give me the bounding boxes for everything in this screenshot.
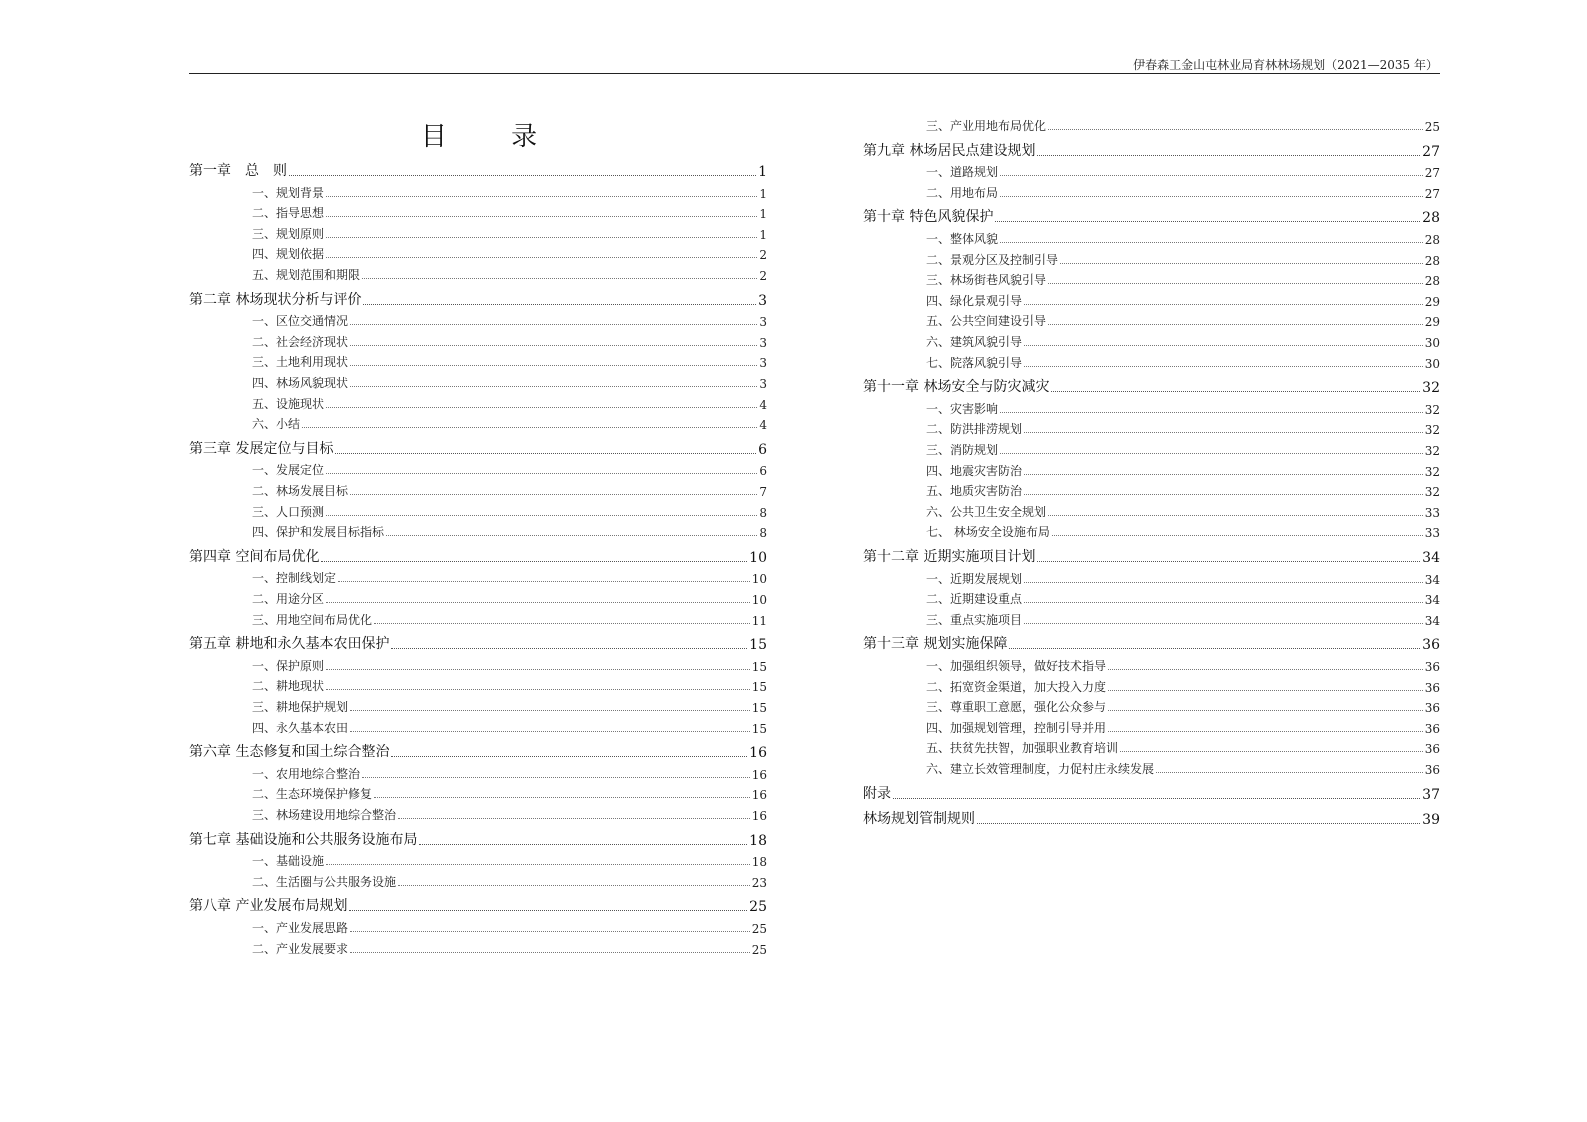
toc-page-number: 18	[751, 855, 767, 870]
toc-entry-label: 第六章 生态修复和国土综合整治	[189, 744, 390, 761]
toc-section-entry[interactable]	[189, 714, 767, 736]
toc-chapter-entry[interactable]	[189, 436, 767, 458]
toc-entry-label: 三、用地空间布局优化	[252, 612, 373, 627]
dot-leader	[1037, 561, 1420, 562]
dot-leader	[893, 798, 1420, 799]
toc-page-number: 28	[1424, 233, 1440, 247]
dot-leader	[1000, 453, 1423, 454]
dot-leader	[350, 710, 750, 711]
dot-leader	[1024, 582, 1423, 583]
dot-leader	[374, 623, 750, 624]
toc-page-number: 32	[1424, 402, 1440, 417]
toc-page-number: 10	[751, 572, 767, 587]
dot-leader	[338, 581, 750, 582]
dot-leader	[1052, 535, 1423, 536]
toc-section-entry[interactable]	[189, 760, 767, 782]
toc-section-entry[interactable]	[189, 914, 767, 936]
dot-leader	[302, 427, 757, 428]
toc-section-entry[interactable]	[863, 498, 1440, 520]
toc-entry-label: 第四章 空间布局优化	[189, 548, 320, 565]
toc-section-entry[interactable]	[863, 436, 1440, 458]
toc-entry-label: 二、生活圈与公共服务设施	[252, 874, 397, 889]
toc-entry-label: 三、耕地保护规划	[252, 700, 349, 714]
toc-entry-label: 第三章 发展定位与目标	[189, 440, 334, 457]
toc-page-number: 36	[1424, 660, 1440, 674]
toc-entry-label: 林场规划管制规则	[863, 811, 975, 828]
toc-section-entry[interactable]	[863, 395, 1440, 417]
toc-section-entry[interactable]	[863, 734, 1440, 756]
toc-entry-label: 二、拓宽资金渠道，加大投入力度	[926, 679, 1107, 694]
toc-entry-label: 二、防洪排涝规划	[926, 422, 1023, 437]
toc-page-number: 30	[1424, 336, 1440, 350]
toc-entry-label: 一、控制线划定	[252, 571, 337, 586]
toc-entry-label: 第一章 总 则	[189, 163, 287, 179]
dot-leader	[386, 535, 757, 536]
toc-entry-label: 一、加强组织领导，做好技术指导	[926, 659, 1107, 673]
toc-section-entry[interactable]	[863, 349, 1440, 371]
dot-leader	[350, 952, 750, 953]
dot-leader	[326, 602, 750, 603]
toc-section-entry[interactable]	[189, 220, 767, 242]
toc-page-number: 1	[758, 164, 767, 180]
toc-page-number: 15	[749, 637, 767, 654]
toc-page-number: 15	[751, 721, 767, 736]
dot-leader	[1108, 669, 1423, 670]
toc-page-number: 27	[1424, 166, 1440, 181]
toc-page-number: 6	[758, 441, 767, 458]
toc-entry-label: 三、消防规划	[926, 443, 999, 457]
toc-page-number: 32	[1424, 423, 1440, 438]
toc-page-number: 36	[1422, 637, 1440, 654]
toc-page-number: 3	[759, 315, 767, 330]
toc-entry-label: 四、林场风貌现状	[252, 376, 349, 390]
dot-leader	[362, 278, 757, 279]
toc-page-number: 25	[751, 942, 767, 957]
toc-section-entry[interactable]	[189, 456, 767, 478]
toc-entry-label: 一、区位交通情况	[252, 314, 349, 329]
toc-page-number: 3	[759, 356, 767, 371]
toc-section-entry[interactable]	[189, 498, 767, 520]
dot-leader	[1024, 494, 1423, 495]
dot-leader	[362, 777, 750, 778]
toc-page-number: 8	[759, 505, 767, 520]
toc-page-number: 32	[1424, 485, 1440, 500]
dot-leader	[391, 756, 747, 757]
toc-page-number: 30	[1424, 356, 1440, 371]
toc-chapter-entry[interactable]	[863, 138, 1440, 160]
toc-section-entry[interactable]	[189, 261, 767, 283]
toc-page-number: 39	[1422, 812, 1440, 829]
toc-chapter-entry[interactable]	[189, 739, 767, 761]
toc-page-number: 4	[759, 418, 767, 433]
toc-entry-label: 第二章 林场现状分析与评价	[189, 291, 362, 308]
toc-section-entry[interactable]	[189, 348, 767, 370]
toc-page-number: 18	[749, 832, 767, 849]
toc-page-number: 10	[751, 593, 767, 607]
dot-leader	[326, 669, 750, 670]
toc-entry-label: 六、小结	[252, 417, 301, 432]
toc-entry-label: 一、发展定位	[252, 463, 325, 478]
toc-entry-label: 第十章 特色风貌保护	[863, 209, 994, 226]
dot-leader	[326, 407, 757, 408]
toc-entry-label: 第九章 林场居民点建设规划	[863, 142, 1036, 159]
toc-section-entry[interactable]	[189, 564, 767, 586]
toc-chapter-entry[interactable]	[189, 158, 767, 180]
dot-leader	[289, 175, 756, 176]
toc-entry-label: 五、公共空间建设引导	[926, 314, 1047, 329]
dot-leader	[350, 494, 757, 495]
toc-entry-label: 二、生态环境保护修复	[252, 787, 373, 802]
toc-entry-label: 附录	[863, 785, 891, 802]
toc-page-number: 36	[1424, 742, 1440, 757]
toc-page-number: 28	[1424, 253, 1440, 268]
toc-page-number: 11	[751, 613, 767, 628]
toc-section-entry[interactable]	[863, 652, 1440, 674]
toc-section-entry[interactable]	[863, 225, 1440, 247]
dot-leader	[326, 257, 757, 258]
toc-entry-label: 四、永久基本农田	[252, 720, 349, 735]
toc-entry-label: 一、农用地综合整治	[252, 766, 361, 781]
toc-page-number: 33	[1424, 526, 1440, 541]
toc-page-number: 2	[759, 248, 767, 263]
toc-entry-label: 三、林场街巷风貌引导	[926, 273, 1047, 288]
toc-entry-label: 三、尊重职工意愿，强化公众参与	[926, 700, 1107, 715]
dot-leader	[350, 324, 757, 325]
toc-section-entry[interactable]	[189, 606, 767, 628]
toc-page-number: 23	[751, 875, 767, 890]
toc-chapter-entry[interactable]	[863, 631, 1440, 653]
toc-entry-label: 三、林场建设用地综合整治	[252, 808, 397, 822]
toc-section-entry[interactable]	[863, 714, 1440, 736]
toc-entry-label: 二、指导思想	[252, 206, 325, 221]
toc-page-number: 27	[1422, 143, 1440, 160]
toc-section-entry[interactable]	[863, 755, 1440, 777]
toc-page-number: 15	[751, 680, 767, 695]
dot-leader	[1024, 432, 1423, 433]
toc-page-number: 3	[758, 292, 767, 309]
toc-section-entry[interactable]	[863, 158, 1440, 180]
toc-section-entry[interactable]	[189, 868, 767, 890]
dot-leader	[977, 823, 1420, 824]
toc-entry-label: 二、耕地现状	[252, 679, 325, 694]
toc-chapter-entry[interactable]	[189, 893, 767, 915]
toc-chapter-entry[interactable]	[863, 374, 1440, 396]
toc-page-number: 28	[1424, 274, 1440, 289]
toc-section-entry[interactable]	[863, 585, 1440, 607]
toc-entry-label: 六、公共卫生安全规划	[926, 504, 1047, 519]
toc-entry-label: 五、扶贫先扶智，加强职业教育培训	[926, 741, 1119, 756]
toc-entry-label: 三、土地利用现状	[252, 355, 349, 370]
dot-leader	[1000, 412, 1423, 413]
toc-entry-label: 一、整体风貌	[926, 232, 999, 246]
toc-chapter-entry[interactable]	[863, 781, 1440, 803]
toc-page-number: 34	[1424, 613, 1440, 628]
dot-leader	[1000, 196, 1423, 197]
toc-section-entry[interactable]	[863, 246, 1440, 268]
dot-leader	[326, 515, 757, 516]
toc-entry-label: 二、近期建设重点	[926, 592, 1023, 607]
toc-page-number: 4	[759, 397, 767, 412]
toc-section-entry[interactable]	[863, 673, 1440, 695]
dot-leader	[391, 648, 747, 649]
toc-entry-label: 三、人口预测	[252, 504, 325, 519]
toc-chapter-entry[interactable]	[863, 544, 1440, 566]
dot-leader	[1000, 242, 1423, 243]
toc-page-number: 36	[1424, 721, 1440, 736]
toc-page-number: 6	[759, 464, 767, 479]
toc-page-number: 1	[759, 207, 767, 222]
toc-chapter-entry[interactable]	[189, 544, 767, 566]
toc-entry-label: 四、加强规划管理，控制引导并用	[926, 720, 1107, 735]
toc-section-entry[interactable]	[189, 935, 767, 957]
toc-page-number: 34	[1422, 550, 1440, 566]
toc-entry-label: 七、 林场安全设施布局	[926, 525, 1050, 540]
toc-section-entry[interactable]	[863, 457, 1440, 479]
dot-leader	[326, 196, 757, 197]
toc-entry-label: 第十一章 林场安全与防灾减灾	[863, 379, 1050, 396]
toc-page-number: 16	[751, 788, 767, 803]
toc-section-entry[interactable]	[189, 199, 767, 221]
toc-chapter-entry[interactable]	[189, 631, 767, 653]
toc-section-entry[interactable]	[189, 477, 767, 499]
dot-leader	[1024, 366, 1423, 367]
toc-page-number: 32	[1424, 444, 1440, 458]
toc-entry-label: 一、规划背景	[252, 185, 325, 200]
dot-leader	[398, 885, 750, 886]
dot-leader	[1048, 283, 1423, 284]
toc-page-number: 29	[1424, 294, 1440, 309]
toc-entry-label: 五、规划范围和期限	[252, 268, 361, 282]
toc-entry-label: 六、建立长效管理制度，力促村庄永续发展	[926, 762, 1155, 776]
toc-chapter-entry[interactable]	[189, 287, 767, 309]
toc-page-number: 3	[759, 335, 767, 350]
toc-page-number: 29	[1424, 315, 1440, 330]
toc-entry-label: 二、林场发展目标	[252, 484, 349, 498]
toc-section-entry[interactable]	[189, 652, 767, 674]
dot-leader	[1024, 345, 1423, 346]
toc-page-number: 28	[1422, 210, 1440, 227]
dot-leader	[350, 931, 750, 932]
dot-leader	[419, 844, 747, 845]
toc-entry-label: 四、地震灾害防治	[926, 463, 1023, 478]
toc-page-number: 36	[1424, 701, 1440, 716]
dot-leader	[326, 237, 757, 238]
header-divider	[189, 73, 1440, 74]
toc-page-number: 7	[759, 485, 767, 499]
dot-leader	[1108, 731, 1423, 732]
dot-leader	[1108, 690, 1423, 691]
toc-chapter-entry[interactable]	[863, 204, 1440, 226]
dot-leader	[398, 818, 750, 819]
dot-leader	[1024, 474, 1423, 475]
toc-entry-label: 四、绿化景观引导	[926, 293, 1023, 308]
toc-section-entry[interactable]	[189, 410, 767, 432]
dot-leader	[349, 910, 747, 911]
dot-leader	[321, 561, 747, 562]
toc-entry-label: 第七章 基础设施和公共服务设施布局	[189, 831, 418, 848]
dot-leader	[995, 221, 1420, 222]
toc-page-number: 37	[1422, 786, 1440, 803]
toc-section-entry[interactable]	[863, 477, 1440, 499]
dot-leader	[1051, 391, 1420, 392]
toc-page-number: 16	[749, 745, 767, 762]
toc-entry-label: 二、用地布局	[926, 185, 999, 200]
toc-page-number: 3	[759, 377, 767, 391]
dot-leader	[350, 386, 757, 387]
dot-leader	[1048, 129, 1423, 130]
dot-leader	[1024, 602, 1423, 603]
toc-entry-label: 一、保护原则	[252, 658, 325, 673]
toc-section-entry[interactable]	[189, 518, 767, 540]
dot-leader	[1048, 515, 1423, 516]
toc-page-number: 8	[759, 526, 767, 541]
dot-leader	[350, 731, 750, 732]
toc-entry-label: 七、院落风貌引导	[926, 355, 1023, 370]
toc-entry-label: 五、设施现状	[252, 396, 325, 411]
dot-leader	[1009, 648, 1420, 649]
toc-section-entry[interactable]	[189, 847, 767, 869]
toc-entry-label: 二、景观分区及控制引导	[926, 252, 1059, 267]
dot-leader	[1024, 623, 1423, 624]
toc-page-number: 15	[751, 701, 767, 715]
toc-page-number: 1	[759, 227, 767, 242]
toc-page-number: 27	[1424, 186, 1440, 201]
toc-section-entry[interactable]	[863, 307, 1440, 329]
toc-chapter-entry[interactable]	[863, 806, 1440, 828]
toc-entry-label: 一、近期发展规划	[926, 571, 1023, 586]
toc-section-entry[interactable]	[863, 415, 1440, 437]
toc-page-number: 33	[1424, 505, 1440, 520]
toc-entry-label: 三、产业用地布局优化	[926, 119, 1047, 133]
toc-page-number: 16	[751, 809, 767, 823]
toc-section-entry[interactable]	[189, 369, 767, 391]
dot-leader	[326, 473, 757, 474]
toc-page-number: 25	[1424, 120, 1440, 134]
running-header: 伊春森工金山屯林业局育林林场规划（2021—2035 年）	[1133, 58, 1438, 72]
toc-page-number: 2	[759, 269, 767, 283]
toc-entry-label: 三、重点实施项目	[926, 612, 1023, 627]
dot-leader	[374, 797, 750, 798]
toc-page-number: 36	[1424, 680, 1440, 695]
toc-entry-label: 第五章 耕地和永久基本农田保护	[189, 636, 390, 653]
toc-section-entry[interactable]	[189, 801, 767, 823]
toc-entry-label: 二、社会经济现状	[252, 334, 349, 349]
toc-section-entry[interactable]	[189, 693, 767, 715]
dot-leader	[1120, 751, 1423, 752]
toc-section-entry[interactable]	[863, 606, 1440, 628]
toc-page-number: 36	[1424, 763, 1440, 777]
toc-section-entry[interactable]	[189, 585, 767, 607]
toc-entry-label: 第十三章 规划实施保障	[863, 636, 1008, 653]
toc-section-entry[interactable]	[863, 287, 1440, 309]
toc-section-entry[interactable]	[189, 179, 767, 201]
toc-entry-label: 第十二章 近期实施项目计划	[863, 549, 1036, 565]
toc-entry-label: 二、用途分区	[252, 592, 325, 606]
toc-page-number: 25	[751, 922, 767, 936]
toc-entry-label: 一、灾害影响	[926, 401, 999, 416]
toc-entry-label: 六、建筑风貌引导	[926, 335, 1023, 349]
dot-leader	[1037, 155, 1420, 156]
toc-entry-label: 五、地质灾害防治	[926, 484, 1023, 499]
dot-leader	[363, 304, 756, 305]
toc-entry-label: 二、产业发展要求	[252, 941, 349, 956]
toc-section-entry[interactable]	[863, 328, 1440, 350]
toc-section-entry[interactable]	[863, 565, 1440, 587]
dot-leader	[326, 864, 750, 865]
toc-section-entry[interactable]	[189, 780, 767, 802]
toc-entry-label: 第八章 产业发展布局规划	[189, 898, 348, 915]
dot-leader	[335, 453, 756, 454]
toc-page-number: 34	[1424, 593, 1440, 608]
toc-section-entry[interactable]	[189, 672, 767, 694]
toc-section-entry[interactable]	[189, 240, 767, 262]
dot-leader	[1108, 710, 1423, 711]
dot-leader	[1000, 175, 1423, 176]
toc-entry-label: 四、保护和发展目标指标	[252, 525, 385, 540]
dot-leader	[1024, 304, 1423, 305]
dot-leader	[350, 345, 757, 346]
dot-leader	[326, 216, 757, 217]
toc-page-number: 16	[751, 767, 767, 782]
toc-section-entry[interactable]	[863, 518, 1440, 540]
toc-page-number: 10	[749, 549, 767, 566]
dot-leader	[1048, 324, 1423, 325]
toc-section-entry[interactable]	[863, 266, 1440, 288]
toc-title: 目 录	[420, 122, 566, 152]
toc-entry-label: 三、规划原则	[252, 226, 325, 241]
toc-section-entry[interactable]	[189, 307, 767, 329]
toc-chapter-entry[interactable]	[189, 827, 767, 849]
toc-entry-label: 一、产业发展思路	[252, 921, 349, 935]
toc-page-number: 32	[1422, 380, 1440, 397]
toc-entry-label: 四、规划依据	[252, 247, 325, 262]
dot-leader	[326, 689, 750, 690]
dot-leader	[350, 365, 757, 366]
toc-entry-label: 一、基础设施	[252, 854, 325, 869]
toc-section-entry[interactable]	[189, 328, 767, 350]
toc-page-number: 1	[759, 186, 767, 201]
toc-section-entry[interactable]	[863, 693, 1440, 715]
toc-section-entry[interactable]	[863, 112, 1440, 134]
toc-page-number: 15	[751, 659, 767, 674]
toc-page-number: 32	[1424, 464, 1440, 479]
dot-leader	[1060, 263, 1423, 264]
toc-page-number: 34	[1424, 572, 1440, 587]
toc-section-entry[interactable]	[863, 179, 1440, 201]
toc-entry-label: 一、道路规划	[926, 165, 999, 180]
toc-page-number: 25	[749, 899, 767, 916]
toc-section-entry[interactable]	[189, 390, 767, 412]
dot-leader	[1156, 772, 1423, 773]
